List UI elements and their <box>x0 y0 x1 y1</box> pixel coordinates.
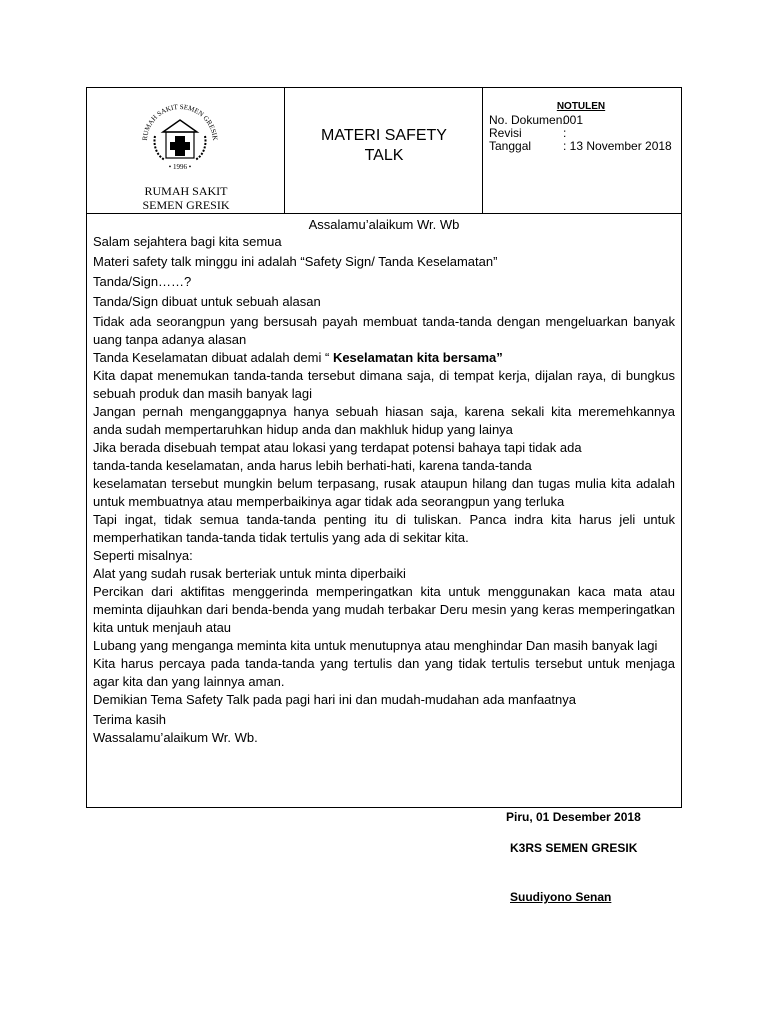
meta-row-revisi: Revisi : <box>489 126 567 140</box>
paragraph: Terima kasih <box>93 712 166 727</box>
paragraph: Tanda/Sign……? <box>93 274 192 289</box>
svg-text:RUMAH SAKIT SEMEN GRESIK <box>141 103 219 141</box>
paragraph: tanda-tanda keselamatan, anda harus lebih berhati-hati, karena tanda-tanda <box>93 458 532 473</box>
header-title-cell <box>285 88 483 213</box>
document-title: MATERI SAFETY TALK <box>321 127 447 164</box>
meta-row-tanggal: Tanggal : 13 November 2018 <box>489 139 672 153</box>
document-meta <box>489 114 672 153</box>
header-logo-cell <box>87 88 285 213</box>
paragraph: Kita harus percaya pada tanda-tanda yang tertulis dan yang tidak tertulis tersebut untuk menjaga agar kita dan yang lainnya aman. <box>93 656 675 689</box>
greeting: Assalamu’alaikum Wr. Wb <box>308 217 460 232</box>
paragraph: Alat yang sudah rusak berteriak untuk minta diperbaiki <box>93 566 406 581</box>
paragraph: Tanda/Sign dibuat untuk sebuah alasan <box>93 294 321 309</box>
meta-row-dokumen: No. Dokumen:001 <box>489 113 584 127</box>
paragraph: Seperti misalnya: <box>93 548 193 563</box>
notulen-label: NOTULEN <box>556 101 606 112</box>
paragraph: Lubang yang menganga meminta kita untuk menutupnya atau menghindar Dan masih banyak lagi <box>93 638 658 653</box>
emphasis-text: Keselamatan kita bersama” <box>332 350 503 365</box>
paragraph: Tanda Keselamatan dibuat adalah demi “ Keselamatan kita bersama” <box>93 350 503 365</box>
signing-organization: K3RS SEMEN GRESIK <box>510 841 638 855</box>
hospital-logo <box>135 102 225 172</box>
paragraph: Tidak ada seorangpun yang bersusah payah membuat tanda-tanda dengan mengeluarkan banyak uang tanpa adanya alasan <box>93 314 675 347</box>
paragraph: Salam sejahtera bagi kita semua <box>93 234 282 249</box>
logo-year: • 1996 • <box>168 163 192 171</box>
paragraph: Percikan dari aktifitas menggerinda memperingatkan kita untuk menggunakan kaca mata atau meminta dijauhkan dari benda-benda yang mudah terbakar Deru mesin yang keras memperingatkan kita untuk menjauh atau <box>93 584 675 635</box>
paragraph: Jika berada disebuah tempat atau lokasi yang terdapat potensi bahaya tapi tidak ada <box>93 440 582 455</box>
document-body <box>93 215 675 747</box>
paragraph: Jangan pernah menganggapnya hanya sebuah hiasan saja, karena sekali kita meremehkannya anda sudah mempertaruhkan hidup anda dan makhluk hidup yang lainya <box>93 404 675 437</box>
paragraph: Kita dapat menemukan tanda-tanda tersebut dimana saja, di tempat kerja, dijalan raya, di bungkus sebuah produk dan masih banyak lagi <box>93 368 675 401</box>
paragraph: keselamatan tersebut mungkin belum terpasang, rusak ataupun hilang dan tugas mulia kita adalah untuk membuatnya atau memperbaikinya agar tidak ada seorangpun yang terluka <box>93 476 675 509</box>
logo-arc-text: RUMAH SAKIT SEMEN GRESIK <box>140 102 220 141</box>
document-frame <box>86 87 682 808</box>
header-meta-cell <box>483 88 681 213</box>
signer-name: Suudiyono Senan <box>510 890 612 904</box>
paragraph: Materi safety talk minggu ini adalah “Safety Sign/ Tanda Keselamatan” <box>93 254 498 269</box>
place-date: Piru, 01 Desember 2018 <box>506 810 641 824</box>
paragraph: Demikian Tema Safety Talk pada pagi hari ini dan mudah-mudahan ada manfaatnya <box>93 692 576 707</box>
paragraph: Tapi ingat, tidak semua tanda-tanda penting itu di tuliskan. Panca indra kita harus jeli untuk memperhatikan tanda-tanda tidak tertulis yang ada di sekitar kita. <box>93 512 675 545</box>
hospital-name: RUMAH SAKIT SEMEN GRESIK <box>142 184 230 212</box>
document-header <box>87 88 681 214</box>
paragraph: Wassalamu’alaikum Wr. Wb. <box>93 730 258 745</box>
